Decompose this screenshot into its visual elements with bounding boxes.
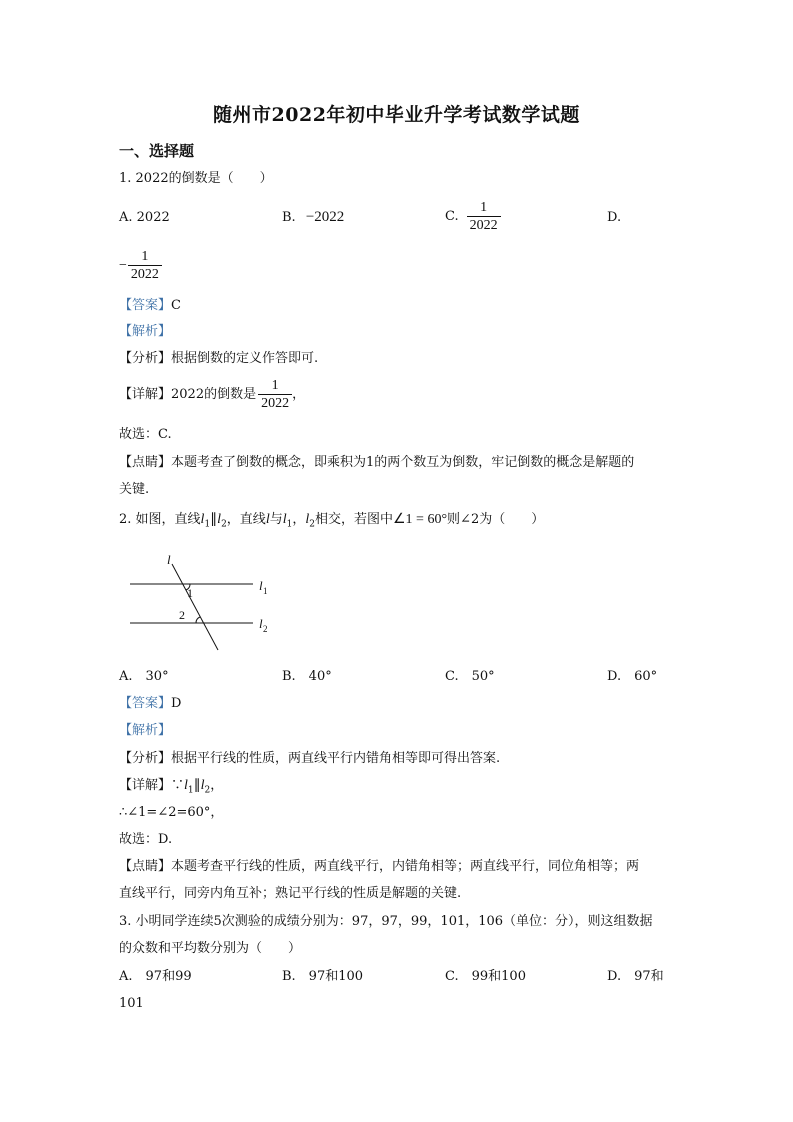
q1-detail-fraction [258, 377, 292, 412]
question-3-stem-line1: 3. 小明同学连续5次测验的成绩分别为：97，97，99，101，106（单位：分），则这组数据 [119, 914, 653, 929]
page-title: 随州市2022年初中毕业升学考试数学试题 [213, 104, 580, 126]
q2-stem-l1b: l [282, 512, 287, 527]
fraction-numerator: 1 [141, 249, 149, 264]
q1-detail-prefix: 【详解】2022的倒数是 [119, 386, 257, 402]
fraction-denominator: 2022 [467, 216, 501, 234]
q1-option-b [282, 208, 344, 227]
fraction-numerator: 1 [271, 378, 279, 393]
q2-stem-l1: l [200, 512, 205, 527]
q1-option-c-label: C. [445, 208, 459, 224]
q1-option-d-fraction [128, 248, 162, 283]
q1-answer [119, 297, 181, 315]
q2-stem-angle: ∠1 = 60° [393, 512, 448, 527]
q2-option-d: D. 60° [607, 669, 658, 684]
q2-stem-l2b: l [305, 512, 310, 527]
q2-detail-l2: l [200, 778, 205, 793]
q1-option-b-label: B. [282, 210, 296, 225]
answer-value: D [171, 696, 182, 711]
q2-comment-line1: 【点睛】本题考查平行线的性质，两直线平行，内错角相等；两直线平行，同位角相等；两 [119, 859, 640, 874]
q2-stem-prefix: 2. 如图，直线 [119, 512, 201, 527]
q2-analysis-tag: 【解析】 [119, 723, 172, 738]
q2-choose: 故选：D. [119, 832, 173, 847]
q2-answer [119, 695, 181, 713]
q1-comment-line2: 关键. [119, 482, 150, 497]
parallel-lines-figure [120, 550, 290, 655]
question-2-stem: 2. 如图，直线$l_1\parallel l_2$，直线l与$l_1$，$l_2$相交，若图中∠1 = 60°则∠2为（ ） [119, 512, 545, 530]
q2-detail: 【详解】$\because l_1\parallel l_2$， [119, 778, 224, 796]
fraction-denominator: 2022 [128, 265, 162, 283]
q1-detail-suffix: ， [292, 386, 306, 402]
q1-option-d-sign: − [119, 257, 127, 273]
fraction-denominator: 2022 [258, 394, 292, 412]
q2-comment-line2: 直线平行，同旁内角互补；熟记平行线的性质是解题的关键. [119, 886, 462, 901]
q1-option-c-fraction [467, 199, 501, 234]
q3-option-d-cont: 101 [119, 996, 144, 1011]
fig-label-l2: l [259, 616, 263, 631]
q2-detail-parallel: ∥ [193, 778, 201, 793]
transversal-l [172, 564, 218, 650]
q1-option-b-value: −2022 [305, 209, 345, 225]
q2-detail-l1: l [184, 778, 188, 793]
q2-option-c: C. 50° [445, 669, 495, 684]
fig-label-l1-sub: 1 [263, 586, 268, 596]
q2-fenxi: 【分析】根据平行线的性质，两直线平行内错角相等即可得出答案. [119, 751, 501, 766]
q2-stem-l: l [265, 512, 270, 527]
answer-tag: 【答案】 [119, 696, 172, 711]
q1-option-d-value [119, 248, 162, 283]
q3-option-a: A. 97和99 [119, 969, 192, 984]
q3-option-d: D. 97和 [607, 969, 664, 984]
q2-stem-and: ， [292, 512, 306, 527]
fig-label-l2-sub: 2 [263, 624, 268, 634]
fig-angle-2: 2 [179, 608, 185, 622]
answer-value: C [171, 298, 181, 313]
answer-tag: 【答案】 [119, 298, 172, 313]
q3-option-b: B. 97和100 [282, 969, 364, 984]
fig-label-l: l [167, 552, 171, 567]
q2-stem-intersect: 相交，若图中 [314, 512, 393, 527]
q2-therefore: ∴∠1=∠2=60°， [119, 805, 224, 820]
fig-angle-1: 1 [187, 586, 193, 600]
angle-2-arc [196, 617, 200, 623]
fraction-numerator: 1 [480, 200, 488, 215]
q2-stem-parallel: ∥ [210, 512, 218, 527]
q1-option-c [445, 199, 501, 234]
q1-choose: 故选：C. [119, 427, 172, 442]
q2-option-b: B. 40° [282, 669, 332, 684]
q2-stem-suffix: 则∠2为（ ） [447, 512, 545, 527]
q1-detail [119, 377, 305, 412]
question-3-stem-line2: 的众数和平均数分别为（ ） [119, 941, 302, 956]
q2-detail-prefix: 【详解】∵ [119, 778, 185, 793]
q2-stem-mid: ，直线 [226, 512, 266, 527]
q1-option-d-label: D. [607, 210, 622, 225]
q2-stem-l2: l [217, 512, 222, 527]
q1-analysis-tag: 【解析】 [119, 324, 172, 339]
q1-comment-line1: 【点睛】本题考查了倒数的概念，即乘积为1的两个数互为倒数，牢记倒数的概念是解题的 [119, 455, 635, 470]
q1-fenxi: 【分析】根据倒数的定义作答即可. [119, 351, 319, 366]
q1-option-a: A. 2022 [119, 210, 170, 225]
q2-stem-with: 与 [269, 512, 283, 527]
q2-option-a: A. 30° [119, 669, 169, 684]
question-1-stem: 1. 2022的倒数是（ ） [119, 171, 273, 186]
section-heading: 一、选择题 [119, 142, 195, 160]
q2-detail-suffix: ， [210, 778, 224, 793]
q3-option-c: C. 99和100 [445, 969, 526, 984]
fig-label-l1: l [259, 578, 263, 593]
